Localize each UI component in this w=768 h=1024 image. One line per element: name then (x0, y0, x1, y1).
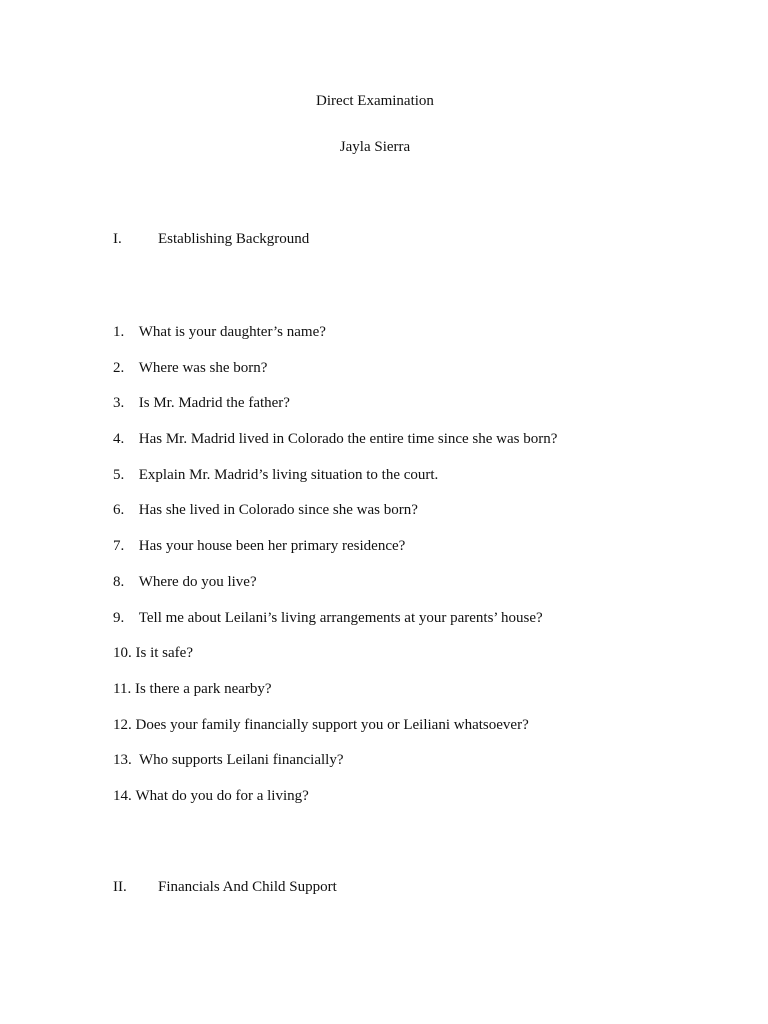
question-item (113, 359, 557, 395)
question-number: 12. (113, 716, 132, 733)
question-text: Where was she born? (138, 359, 268, 376)
question-number: 1. (113, 324, 125, 340)
question-item (113, 680, 557, 716)
question-number: 6. (113, 502, 125, 519)
section-numeral: I. (113, 231, 122, 247)
question-text: Tell me about Leilani’s living arrangements at your parents’ house? (138, 609, 543, 626)
question-item (113, 644, 557, 680)
question-text: What do you do for a living? (135, 787, 309, 804)
question-number: 8. (113, 573, 125, 590)
section-numeral: II. (113, 879, 127, 895)
question-number: 14. (113, 787, 132, 804)
question-item (113, 537, 557, 573)
question-number: 11. (113, 680, 132, 697)
question-text: Is Mr. Madrid the father? (138, 395, 290, 412)
question-item (113, 430, 557, 466)
question-text: Is it safe? (135, 645, 193, 662)
question-item (113, 501, 557, 537)
question-text: Has she lived in Colorado since she was born? (138, 502, 418, 519)
question-number: 3. (113, 395, 125, 412)
section-title: Establishing Background (158, 231, 310, 247)
document-subtitle: Jayla Sierra (339, 139, 411, 155)
question-number: 10. (113, 645, 132, 662)
question-text: Has Mr. Madrid lived in Colorado the entire time since she was born? (138, 431, 558, 448)
question-item (113, 323, 557, 359)
question-text: What is your daughter’s name? (138, 324, 326, 340)
question-item (113, 716, 557, 752)
question-item (113, 787, 557, 823)
question-number: 9. (113, 609, 125, 626)
question-item (113, 573, 557, 609)
question-list (113, 323, 557, 823)
question-item (113, 394, 557, 430)
section-title: Financials And Child Support (158, 879, 337, 895)
question-item (113, 466, 557, 502)
question-text: Does your family financially support you or Leiliani whatsoever? (135, 716, 529, 733)
question-number: 5. (113, 466, 125, 483)
document-title: Direct Examination (316, 93, 434, 109)
question-number: 13. (113, 752, 132, 769)
question-item (113, 609, 557, 645)
question-number: 7. (113, 538, 125, 555)
question-text: Where do you live? (138, 573, 257, 590)
question-number: 4. (113, 431, 125, 448)
question-text: Is there a park nearby? (134, 680, 272, 697)
question-number: 2. (113, 359, 125, 376)
question-text: Explain Mr. Madrid’s living situation to the court. (138, 466, 439, 483)
question-text: Has your house been her primary residence? (138, 538, 406, 555)
question-text: Who supports Leilani financially? (135, 752, 344, 769)
question-item (113, 751, 557, 787)
